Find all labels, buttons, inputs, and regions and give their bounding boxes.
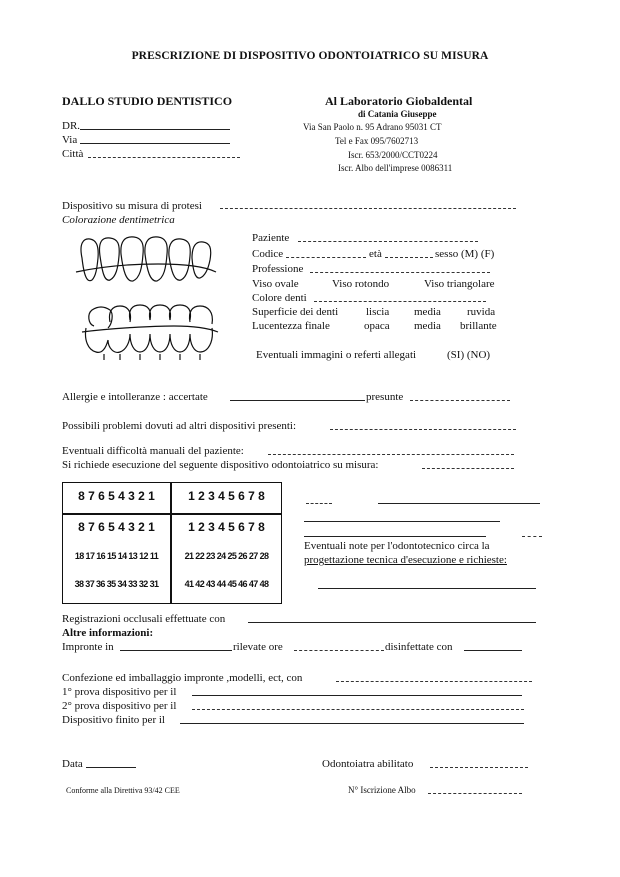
tooth-row-3-left[interactable]: 18 17 16 15 14 13 12 11 <box>74 551 159 561</box>
superficie-media-option[interactable]: media <box>414 306 441 318</box>
colore-field[interactable] <box>314 301 486 302</box>
odontoiatra-field[interactable] <box>430 767 528 768</box>
eta-field[interactable] <box>385 257 433 258</box>
disinfettate-label: disinfettate con <box>385 641 453 653</box>
difficolta-field[interactable] <box>268 454 514 455</box>
richiesta-label: Si richiede esecuzione del seguente dispositivo odontoiatrico su misura: <box>62 459 379 471</box>
prova1-field[interactable] <box>192 695 522 696</box>
lab-albo: Iscr. Albo dell'imprese 0086311 <box>338 163 453 173</box>
paziente-label: Paziente <box>252 232 290 244</box>
viso-triangolare-option[interactable]: Viso triangolare <box>424 278 495 290</box>
tooth-row-2-right[interactable]: 1 2 3 4 5 6 7 8 <box>188 520 265 534</box>
codice-label: Codice <box>252 248 284 260</box>
impronte-label: Impronte in <box>62 641 114 653</box>
note-line-4[interactable] <box>318 588 536 589</box>
studio-dr-field[interactable] <box>80 129 230 130</box>
eta-label: età <box>369 248 382 260</box>
richiesta-field[interactable] <box>422 468 514 469</box>
allergie-presunte-field[interactable] <box>410 400 510 401</box>
superficie-liscia-option[interactable]: liscia <box>366 306 390 318</box>
impronte-field[interactable] <box>120 650 232 651</box>
device-field[interactable] <box>220 208 516 209</box>
prova2-label: 2° prova dispositivo per il <box>62 700 177 712</box>
tooth-row-2-left[interactable]: 8 7 6 5 4 3 2 1 <box>78 520 155 534</box>
note-line-3b[interactable] <box>522 536 542 537</box>
confezione-field[interactable] <box>336 681 532 682</box>
lab-owner: di Catania Giuseppe <box>358 109 437 119</box>
viso-rotondo-option[interactable]: Viso rotondo <box>332 278 390 290</box>
lab-phone: Tel e Fax 095/7602713 <box>335 136 419 146</box>
data-field[interactable] <box>86 767 136 768</box>
codice-field[interactable] <box>286 257 366 258</box>
studio-dr-label: DR. <box>62 120 81 132</box>
device-coloration: Colorazione dentimetrica <box>62 214 175 226</box>
rilevate-field[interactable] <box>294 650 384 651</box>
notes-line-2: progettazione tecnica d'esecuzione e richieste: <box>304 554 507 566</box>
studio-via-field[interactable] <box>80 143 230 144</box>
direttiva-text: Conforme alla Direttiva 93/42 CEE <box>66 786 180 795</box>
tooth-row-4-left[interactable]: 38 37 36 35 34 33 32 31 <box>74 579 159 589</box>
tooth-row-4-right[interactable]: 41 42 43 44 45 46 47 48 <box>184 579 269 589</box>
tooth-chart-horizontal-divider <box>63 513 281 515</box>
sesso-label[interactable]: sesso (M) (F) <box>435 248 495 260</box>
odontoiatra-label: Odontoiatra abilitato <box>322 758 414 770</box>
rilevate-label: rilevate ore <box>233 641 283 653</box>
immagini-label: Eventuali immagini o referti allegati <box>256 349 417 361</box>
occlusali-field[interactable] <box>248 622 536 623</box>
studio-citta-field[interactable] <box>88 157 240 158</box>
form-title: PRESCRIZIONE DI DISPOSITIVO ODONTOIATRICO SU MISURA <box>131 50 489 62</box>
superficie-label: Superficie dei denti <box>252 306 339 318</box>
confezione-label: Confezione ed imballaggio impronte ,modelli, ect, con <box>62 672 303 684</box>
lab-registration: Iscr. 653/2000/CCT0224 <box>348 150 438 160</box>
professione-field[interactable] <box>310 272 490 273</box>
altre-informazioni-label: Altre informazioni: <box>62 627 154 639</box>
occlusali-label: Registrazioni occlusali effettuate con <box>62 613 226 625</box>
colore-label: Colore denti <box>252 292 307 304</box>
finito-field[interactable] <box>180 723 524 724</box>
lucentezza-brillante-option[interactable]: brillante <box>460 320 497 332</box>
lower-teeth-icon <box>82 305 218 360</box>
note-line-1b[interactable] <box>378 503 540 504</box>
tooth-row-3-right[interactable]: 21 22 23 24 25 26 27 28 <box>184 551 269 561</box>
data-label: Data <box>62 758 83 770</box>
studio-heading: DALLO STUDIO DENTISTICO <box>62 94 233 108</box>
prova1-label: 1° prova dispositivo per il <box>62 686 177 698</box>
difficolta-label: Eventuali difficoltà manuali del paziente: <box>62 445 244 457</box>
disinfettate-field[interactable] <box>464 650 522 651</box>
lab-heading: Al Laboratorio Giobaldental <box>325 94 473 108</box>
lab-address: Via San Paolo n. 95 Adrano 95031 CT <box>303 122 442 132</box>
problemi-label: Possibili problemi dovuti ad altri dispositivi presenti: <box>62 420 297 432</box>
finito-label: Dispositivo finito per il <box>62 714 165 726</box>
note-line-1a[interactable] <box>306 503 332 504</box>
presunte-label: presunte <box>366 391 404 403</box>
studio-citta-label: Città <box>62 148 84 160</box>
allergie-label: Allergie e intolleranze : accertate <box>62 391 208 403</box>
superficie-ruvida-option[interactable]: ruvida <box>467 306 496 318</box>
iscrizione-field[interactable] <box>428 793 522 794</box>
immagini-options[interactable]: (SI) (NO) <box>447 349 491 361</box>
upper-teeth-icon <box>76 237 216 281</box>
prova2-field[interactable] <box>192 709 524 710</box>
teeth-illustration <box>74 236 242 361</box>
lucentezza-label: Lucentezza finale <box>252 320 330 332</box>
lucentezza-opaca-option[interactable]: opaca <box>364 320 390 332</box>
iscrizione-label: N° Iscrizione Albo <box>348 785 416 795</box>
studio-via-label: Via <box>62 134 78 146</box>
notes-line-1: Eventuali note per l'odontotecnico circa la <box>304 540 490 552</box>
lucentezza-media-option[interactable]: media <box>414 320 441 332</box>
tooth-row-1-left[interactable]: 8 7 6 5 4 3 2 1 <box>78 489 155 503</box>
tooth-row-1-right[interactable]: 1 2 3 4 5 6 7 8 <box>188 489 265 503</box>
problemi-field[interactable] <box>330 429 516 430</box>
paziente-field[interactable] <box>298 241 478 242</box>
professione-label: Professione <box>252 263 304 275</box>
allergie-accertate-field[interactable] <box>230 400 365 401</box>
note-line-3a[interactable] <box>304 536 486 537</box>
viso-ovale-option[interactable]: Viso ovale <box>252 278 299 290</box>
tooth-chart <box>62 482 282 604</box>
note-line-2[interactable] <box>304 521 500 522</box>
device-label: Dispositivo su misura di protesi <box>62 200 202 212</box>
